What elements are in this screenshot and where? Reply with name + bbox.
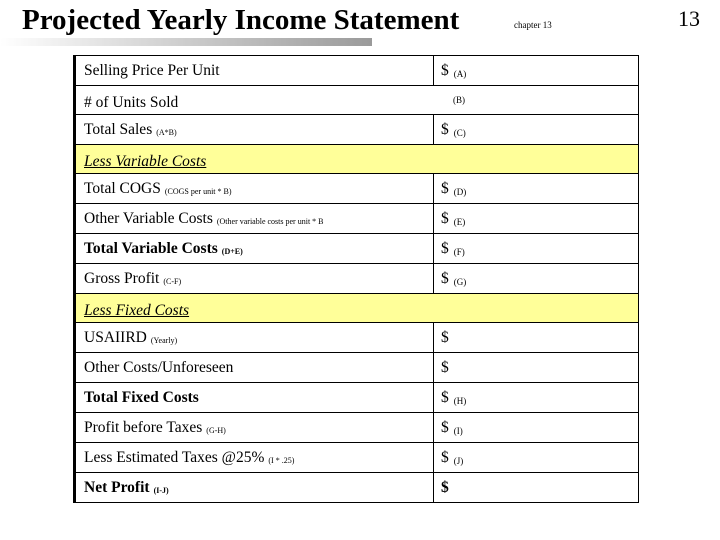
dollar-sign: $ — [441, 388, 449, 406]
title-underline-bar — [0, 38, 372, 46]
row-code: (B) — [453, 95, 465, 105]
section-heading: Less Variable Costs — [84, 153, 207, 170]
row-total-variable-costs — [76, 234, 639, 264]
income-statement-table — [73, 55, 639, 503]
row-gross-profit — [76, 264, 639, 294]
dollar-sign: $ — [441, 448, 449, 466]
row-code: (I) — [453, 425, 463, 436]
row-total-cogs — [76, 174, 639, 204]
row-code: (D) — [453, 186, 467, 197]
dollar-sign: $ — [441, 358, 449, 376]
formula-note: (I-J) — [153, 486, 169, 495]
dollar-sign: $ — [441, 478, 449, 496]
row-label: Less Estimated Taxes @25% (I * .25) — [84, 448, 295, 466]
dollar-sign: $ — [441, 418, 449, 436]
row-label: Other Variable Costs (Other variable costs per unit * B — [84, 209, 324, 227]
row-code: (C) — [453, 127, 466, 138]
row-profit-before-taxes — [76, 413, 639, 443]
row-label: Total Fixed Costs — [84, 388, 199, 406]
value-cell[interactable] — [433, 473, 638, 502]
formula-note: (D+E) — [221, 247, 243, 256]
dollar-sign: $ — [441, 328, 449, 346]
value-cell[interactable] — [433, 443, 638, 472]
value-cell[interactable] — [433, 86, 638, 114]
formula-note: (COGS per unit * B) — [164, 187, 232, 196]
value-cell[interactable] — [433, 323, 638, 352]
row-label: Profit before Taxes (G-H) — [84, 418, 226, 436]
dollar-sign: $ — [441, 120, 449, 138]
value-cell[interactable] — [433, 264, 638, 293]
formula-note: (I * .25) — [268, 456, 295, 465]
row-other-variable-costs — [76, 204, 639, 234]
dollar-sign: $ — [441, 239, 449, 257]
row-label: Total COGS (COGS per unit * B) — [84, 179, 232, 197]
row-estimated-taxes — [76, 443, 639, 473]
value-cell[interactable] — [433, 383, 638, 412]
row-code: (A) — [453, 68, 467, 79]
row-label: USAIIRD (Yearly) — [84, 328, 178, 346]
formula-note: (Other variable costs per unit * B — [216, 217, 324, 226]
row-label: Other Costs/Unforeseen — [84, 358, 234, 376]
row-net-profit — [76, 473, 639, 503]
row-label: Total Variable Costs (D+E) — [84, 239, 243, 257]
row-label: Total Sales (A*B) — [84, 120, 177, 138]
row-total-fixed-costs — [76, 383, 639, 413]
row-total-sales — [76, 115, 639, 145]
chapter-label: chapter 13 — [514, 20, 552, 30]
row-label: Selling Price Per Unit — [84, 61, 220, 79]
row-usaiird — [76, 323, 639, 353]
row-other-costs — [76, 353, 639, 383]
value-cell[interactable] — [433, 174, 638, 203]
row-label: Net Profit (I-J) — [84, 478, 169, 496]
value-cell[interactable] — [433, 204, 638, 233]
dollar-sign: $ — [441, 209, 449, 227]
formula-note: (A*B) — [156, 128, 177, 137]
formula-note: (Yearly) — [150, 336, 178, 345]
row-code: (G) — [453, 276, 467, 287]
value-cell[interactable] — [433, 115, 638, 144]
section-fixed-costs — [76, 294, 639, 323]
value-cell[interactable] — [433, 413, 638, 442]
value-cell[interactable] — [433, 234, 638, 263]
section-variable-costs — [76, 145, 639, 174]
page-title: Projected Yearly Income Statement — [22, 4, 460, 36]
row-label: Gross Profit (C-F) — [84, 269, 182, 287]
dollar-sign: $ — [441, 269, 449, 287]
value-cell[interactable] — [433, 353, 638, 382]
section-heading: Less Fixed Costs — [84, 302, 190, 319]
formula-note: (C-F) — [163, 277, 182, 286]
row-code: (H) — [453, 395, 467, 406]
row-code: (E) — [453, 216, 466, 227]
row-units-sold — [76, 85, 639, 115]
row-code: (F) — [453, 246, 465, 257]
page-number: 13 — [678, 6, 700, 31]
dollar-sign: $ — [441, 179, 449, 197]
row-label: # of Units Sold — [84, 94, 179, 111]
value-cell[interactable] — [433, 56, 638, 85]
row-code: (J) — [453, 455, 464, 466]
formula-note: (G-H) — [206, 426, 226, 435]
dollar-sign: $ — [441, 61, 449, 79]
row-selling-price — [76, 55, 639, 85]
